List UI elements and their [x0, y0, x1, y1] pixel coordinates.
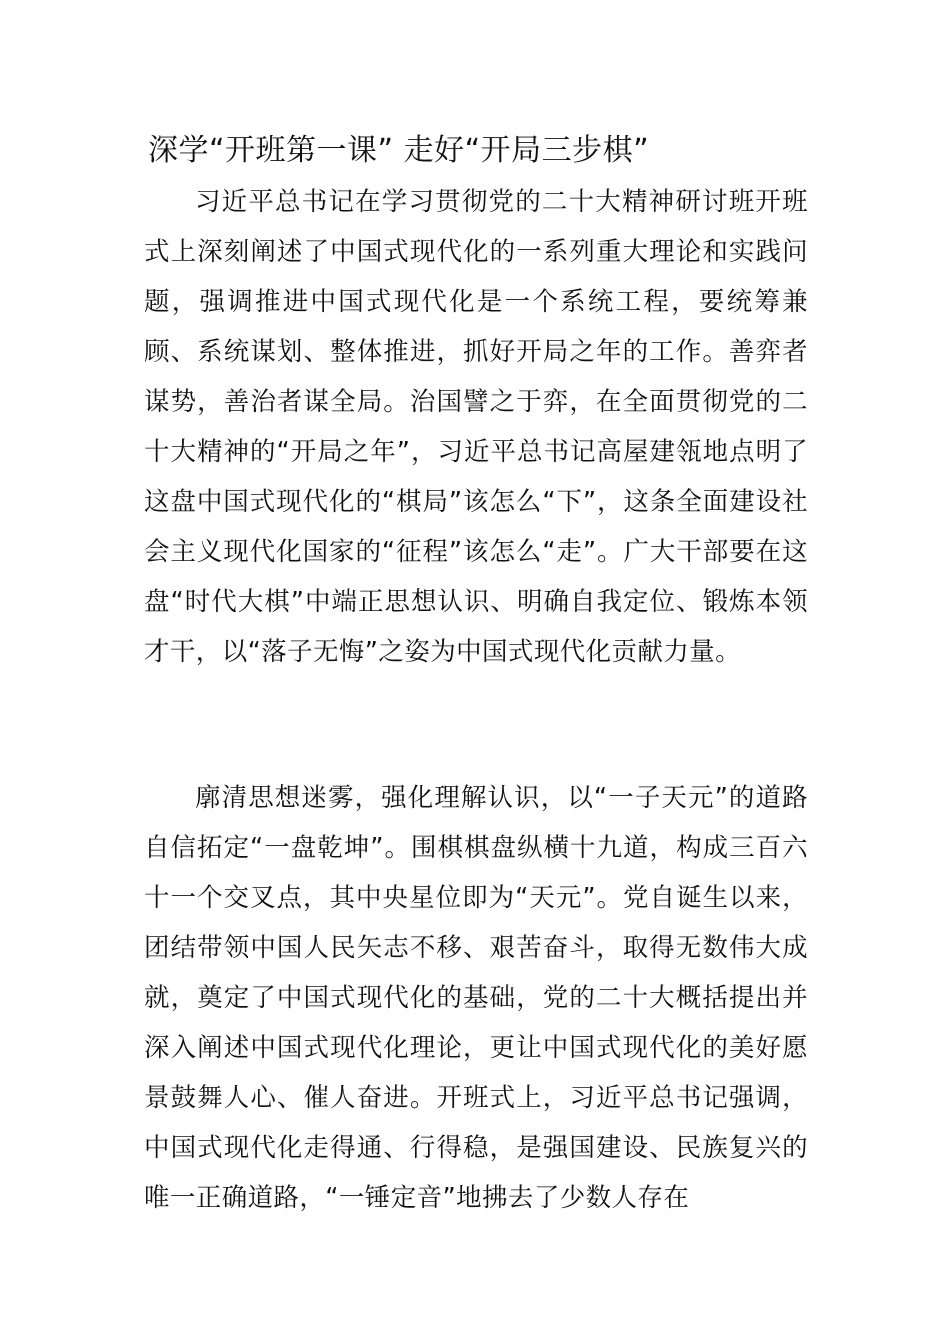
paragraph-1: 习近平总书记在学习贯彻党的二十大精神研讨班开班式上深刻阐述了中国式现代化的一系列重大理论和实践问题，强调推进中国式现代化是一个系统工程，要统筹兼顾、系统谋划、整体推进，抓好开局之年的工作。善弈者谋势，善治者谋全局。治国譬之于弈，在全面贯彻党的二十大精神的“开局之年”，习近平总书记高屋建瓴地点明了这盘中国式现代化的“棋局”该怎么“下”，这条全面建设社会主义现代化国家的“征程”该怎么“走”。广大干部要在这盘“时代大棋”中端正思想认识、明确自我定位、锻炼本领才干，以“落子无悔”之姿为中国式现代化贡献力量。 [144, 187, 808, 667]
document-title: 深学“开班第一课” 走好“开局三步棋” [148, 133, 650, 168]
paragraph-2: 廓清思想迷雾，强化理解认识，以“一子天元”的道路自信拓定“一盘乾坤”。围棋棋盘纵横十九道，构成三百六十一个交叉点，其中央星位即为“天元”。党自诞生以来，团结带领中国人民矢志不移、艰苦奋斗，取得无数伟大成就，奠定了中国式现代化的基础，党的二十大概括提出并深入阐述中国式现代化理论，更让中国式现代化的美好愿景鼓舞人心、催人奋进。开班式上，习近平总书记强调，中国式现代化走得通、行得稳，是强国建设、民族复兴的唯一正确道路，“一锤定音”地拂去了少数人存在 [144, 783, 808, 1213]
